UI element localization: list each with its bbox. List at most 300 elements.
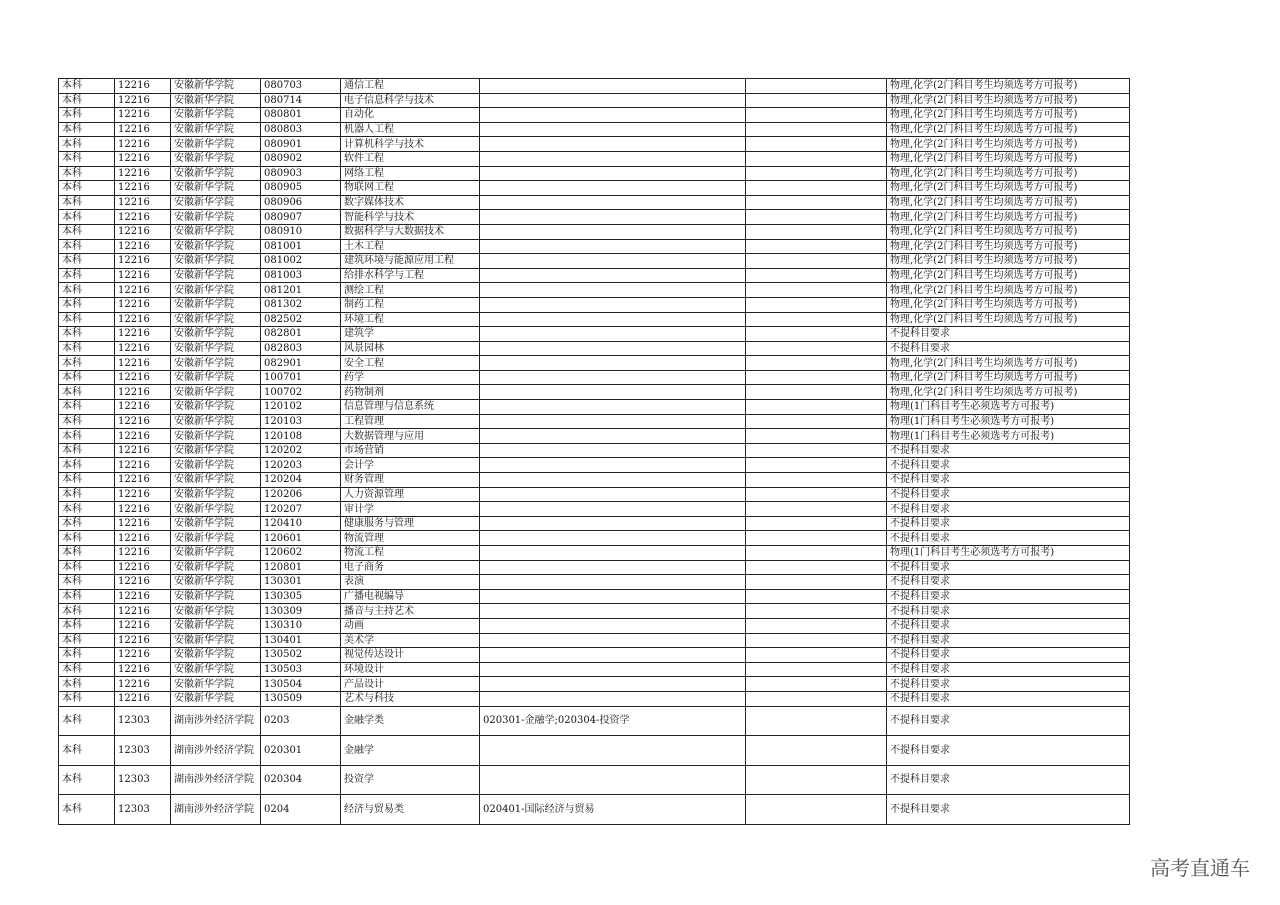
subject-requirement-cell: 物理,化学(2门科目考生均须选考方可报考) bbox=[887, 210, 1130, 225]
blank-cell bbox=[746, 224, 887, 239]
school-code-cell: 12216 bbox=[115, 268, 171, 283]
major-name-cell: 金融学类 bbox=[341, 706, 480, 736]
level-cell: 本科 bbox=[59, 195, 115, 210]
major-name-cell: 电子商务 bbox=[341, 560, 480, 575]
major-name-cell: 投资学 bbox=[341, 765, 480, 795]
school-name-cell: 安徽新华学院 bbox=[171, 443, 261, 458]
table-row bbox=[59, 151, 1130, 166]
school-code-cell: 12216 bbox=[115, 370, 171, 385]
school-code-cell: 12216 bbox=[115, 122, 171, 137]
school-code-cell: 12216 bbox=[115, 400, 171, 415]
major-name-cell: 通信工程 bbox=[341, 79, 480, 94]
subject-requirement-cell: 不提科目要求 bbox=[887, 327, 1130, 342]
included-majors-cell bbox=[480, 633, 746, 648]
major-name-cell: 计算机科学与技术 bbox=[341, 137, 480, 152]
blank-cell bbox=[746, 458, 887, 473]
major-code-cell: 080803 bbox=[261, 122, 341, 137]
table-row bbox=[59, 429, 1130, 444]
school-code-cell: 12216 bbox=[115, 648, 171, 663]
major-name-cell: 网络工程 bbox=[341, 166, 480, 181]
blank-cell bbox=[746, 327, 887, 342]
table-row bbox=[59, 560, 1130, 575]
school-name-cell: 安徽新华学院 bbox=[171, 108, 261, 123]
major-code-cell: 120601 bbox=[261, 531, 341, 546]
school-name-cell: 安徽新华学院 bbox=[171, 122, 261, 137]
level-cell: 本科 bbox=[59, 166, 115, 181]
included-majors-cell bbox=[480, 108, 746, 123]
subject-requirement-cell: 物理,化学(2门科目考生均须选考方可报考) bbox=[887, 195, 1130, 210]
blank-cell bbox=[746, 166, 887, 181]
included-majors-cell bbox=[480, 268, 746, 283]
school-code-cell: 12216 bbox=[115, 79, 171, 94]
level-cell: 本科 bbox=[59, 122, 115, 137]
table-row bbox=[59, 93, 1130, 108]
included-majors-cell bbox=[480, 137, 746, 152]
major-code-cell: 120801 bbox=[261, 560, 341, 575]
major-code-cell: 082502 bbox=[261, 312, 341, 327]
major-code-cell: 120204 bbox=[261, 473, 341, 488]
school-name-cell: 安徽新华学院 bbox=[171, 429, 261, 444]
school-name-cell: 安徽新华学院 bbox=[171, 473, 261, 488]
subject-requirement-cell: 物理,化学(2门科目考生均须选考方可报考) bbox=[887, 79, 1130, 94]
table-row bbox=[59, 502, 1130, 517]
major-name-cell: 表演 bbox=[341, 575, 480, 590]
included-majors-cell bbox=[480, 546, 746, 561]
major-name-cell: 建筑环境与能源应用工程 bbox=[341, 254, 480, 269]
major-name-cell: 人力资源管理 bbox=[341, 487, 480, 502]
school-code-cell: 12216 bbox=[115, 589, 171, 604]
included-majors-cell bbox=[480, 473, 746, 488]
table-row bbox=[59, 604, 1130, 619]
major-code-cell: 020301 bbox=[261, 736, 341, 766]
major-name-cell: 金融学 bbox=[341, 736, 480, 766]
major-code-cell: 100701 bbox=[261, 370, 341, 385]
school-code-cell: 12216 bbox=[115, 108, 171, 123]
included-majors-cell bbox=[480, 429, 746, 444]
subject-requirement-cell: 不提科目要求 bbox=[887, 531, 1130, 546]
included-majors-cell bbox=[480, 618, 746, 633]
level-cell: 本科 bbox=[59, 575, 115, 590]
school-name-cell: 安徽新华学院 bbox=[171, 370, 261, 385]
level-cell: 本科 bbox=[59, 765, 115, 795]
level-cell: 本科 bbox=[59, 297, 115, 312]
level-cell: 本科 bbox=[59, 458, 115, 473]
level-cell: 本科 bbox=[59, 531, 115, 546]
subject-requirement-cell: 物理(1门科目考生必须选考方可报考) bbox=[887, 414, 1130, 429]
blank-cell bbox=[746, 151, 887, 166]
major-code-cell: 120410 bbox=[261, 516, 341, 531]
school-code-cell: 12216 bbox=[115, 677, 171, 692]
level-cell: 本科 bbox=[59, 604, 115, 619]
subject-requirement-cell: 物理,化学(2门科目考生均须选考方可报考) bbox=[887, 297, 1130, 312]
included-majors-cell bbox=[480, 195, 746, 210]
table-row bbox=[59, 210, 1130, 225]
subject-requirement-cell: 不提科目要求 bbox=[887, 765, 1130, 795]
blank-cell bbox=[746, 93, 887, 108]
subject-requirement-cell: 物理,化学(2门科目考生均须选考方可报考) bbox=[887, 93, 1130, 108]
subject-requirement-cell: 物理,化学(2门科目考生均须选考方可报考) bbox=[887, 224, 1130, 239]
included-majors-cell bbox=[480, 385, 746, 400]
school-code-cell: 12216 bbox=[115, 93, 171, 108]
level-cell: 本科 bbox=[59, 516, 115, 531]
blank-cell bbox=[746, 341, 887, 356]
major-name-cell: 经济与贸易类 bbox=[341, 795, 480, 825]
included-majors-cell bbox=[480, 443, 746, 458]
table-row bbox=[59, 677, 1130, 692]
school-name-cell: 安徽新华学院 bbox=[171, 691, 261, 706]
school-name-cell: 安徽新华学院 bbox=[171, 93, 261, 108]
major-code-cell: 080906 bbox=[261, 195, 341, 210]
major-name-cell: 健康服务与管理 bbox=[341, 516, 480, 531]
subject-requirement-cell: 不提科目要求 bbox=[887, 677, 1130, 692]
subject-requirement-cell: 不提科目要求 bbox=[887, 662, 1130, 677]
major-code-cell: 120108 bbox=[261, 429, 341, 444]
included-majors-cell bbox=[480, 691, 746, 706]
table-row bbox=[59, 633, 1130, 648]
school-code-cell: 12216 bbox=[115, 254, 171, 269]
table-row bbox=[59, 400, 1130, 415]
school-code-cell: 12216 bbox=[115, 575, 171, 590]
subject-requirement-cell: 物理(1门科目考生必须选考方可报考) bbox=[887, 546, 1130, 561]
blank-cell bbox=[746, 575, 887, 590]
table-row bbox=[59, 414, 1130, 429]
school-code-cell: 12216 bbox=[115, 546, 171, 561]
level-cell: 本科 bbox=[59, 691, 115, 706]
subject-requirement-cell: 不提科目要求 bbox=[887, 691, 1130, 706]
subject-requirement-cell: 物理,化学(2门科目考生均须选考方可报考) bbox=[887, 181, 1130, 196]
school-code-cell: 12216 bbox=[115, 662, 171, 677]
table-row bbox=[59, 356, 1130, 371]
subject-requirement-cell: 不提科目要求 bbox=[887, 443, 1130, 458]
blank-cell bbox=[746, 195, 887, 210]
blank-cell bbox=[746, 254, 887, 269]
school-name-cell: 安徽新华学院 bbox=[171, 400, 261, 415]
included-majors-cell bbox=[480, 531, 746, 546]
level-cell: 本科 bbox=[59, 108, 115, 123]
included-majors-cell bbox=[480, 648, 746, 663]
level-cell: 本科 bbox=[59, 795, 115, 825]
level-cell: 本科 bbox=[59, 677, 115, 692]
subject-requirement-cell: 物理,化学(2门科目考生均须选考方可报考) bbox=[887, 268, 1130, 283]
major-name-cell: 物流管理 bbox=[341, 531, 480, 546]
level-cell: 本科 bbox=[59, 254, 115, 269]
included-majors-cell bbox=[480, 765, 746, 795]
major-name-cell: 自动化 bbox=[341, 108, 480, 123]
school-name-cell: 安徽新华学院 bbox=[171, 239, 261, 254]
major-code-cell: 120203 bbox=[261, 458, 341, 473]
level-cell: 本科 bbox=[59, 210, 115, 225]
school-code-cell: 12216 bbox=[115, 224, 171, 239]
subject-requirement-cell: 物理,化学(2门科目考生均须选考方可报考) bbox=[887, 312, 1130, 327]
school-name-cell: 安徽新华学院 bbox=[171, 151, 261, 166]
school-name-cell: 安徽新华学院 bbox=[171, 487, 261, 502]
level-cell: 本科 bbox=[59, 385, 115, 400]
school-code-cell: 12216 bbox=[115, 458, 171, 473]
major-name-cell: 环境设计 bbox=[341, 662, 480, 677]
level-cell: 本科 bbox=[59, 560, 115, 575]
school-code-cell: 12303 bbox=[115, 795, 171, 825]
blank-cell bbox=[746, 473, 887, 488]
level-cell: 本科 bbox=[59, 93, 115, 108]
major-name-cell: 电子信息科学与技术 bbox=[341, 93, 480, 108]
included-majors-cell bbox=[480, 516, 746, 531]
subject-requirement-cell: 不提科目要求 bbox=[887, 633, 1130, 648]
school-code-cell: 12216 bbox=[115, 531, 171, 546]
school-name-cell: 安徽新华学院 bbox=[171, 268, 261, 283]
major-code-cell: 0203 bbox=[261, 706, 341, 736]
subject-requirement-cell: 物理,化学(2门科目考生均须选考方可报考) bbox=[887, 166, 1130, 181]
table-row bbox=[59, 108, 1130, 123]
school-code-cell: 12216 bbox=[115, 633, 171, 648]
level-cell: 本科 bbox=[59, 356, 115, 371]
subject-requirement-cell: 物理,化学(2门科目考生均须选考方可报考) bbox=[887, 385, 1130, 400]
subject-requirement-cell: 不提科目要求 bbox=[887, 736, 1130, 766]
school-name-cell: 安徽新华学院 bbox=[171, 414, 261, 429]
table-row bbox=[59, 516, 1130, 531]
included-majors-cell bbox=[480, 79, 746, 94]
table-row bbox=[59, 531, 1130, 546]
level-cell: 本科 bbox=[59, 414, 115, 429]
level-cell: 本科 bbox=[59, 618, 115, 633]
blank-cell bbox=[746, 210, 887, 225]
level-cell: 本科 bbox=[59, 370, 115, 385]
subject-requirement-cell: 物理,化学(2门科目考生均须选考方可报考) bbox=[887, 122, 1130, 137]
major-code-cell: 120602 bbox=[261, 546, 341, 561]
major-name-cell: 药学 bbox=[341, 370, 480, 385]
school-code-cell: 12216 bbox=[115, 137, 171, 152]
blank-cell bbox=[746, 268, 887, 283]
level-cell: 本科 bbox=[59, 327, 115, 342]
major-name-cell: 播音与主持艺术 bbox=[341, 604, 480, 619]
included-majors-cell bbox=[480, 312, 746, 327]
included-majors-cell bbox=[480, 677, 746, 692]
blank-cell bbox=[746, 648, 887, 663]
major-name-cell: 建筑学 bbox=[341, 327, 480, 342]
subject-requirement-cell: 不提科目要求 bbox=[887, 706, 1130, 736]
blank-cell bbox=[746, 297, 887, 312]
school-name-cell: 安徽新华学院 bbox=[171, 79, 261, 94]
included-majors-cell bbox=[480, 297, 746, 312]
admission-table bbox=[58, 78, 1130, 825]
table-row bbox=[59, 765, 1130, 795]
major-code-cell: 130305 bbox=[261, 589, 341, 604]
included-majors-cell bbox=[480, 210, 746, 225]
blank-cell bbox=[746, 429, 887, 444]
blank-cell bbox=[746, 400, 887, 415]
included-majors-cell bbox=[480, 400, 746, 415]
major-code-cell: 120202 bbox=[261, 443, 341, 458]
included-majors-cell bbox=[480, 93, 746, 108]
level-cell: 本科 bbox=[59, 283, 115, 298]
school-name-cell: 安徽新华学院 bbox=[171, 633, 261, 648]
table-row bbox=[59, 589, 1130, 604]
school-code-cell: 12216 bbox=[115, 283, 171, 298]
school-name-cell: 安徽新华学院 bbox=[171, 341, 261, 356]
school-name-cell: 安徽新华学院 bbox=[171, 327, 261, 342]
major-name-cell: 产品设计 bbox=[341, 677, 480, 692]
table-row bbox=[59, 297, 1130, 312]
school-code-cell: 12216 bbox=[115, 385, 171, 400]
blank-cell bbox=[746, 677, 887, 692]
included-majors-cell bbox=[480, 254, 746, 269]
major-code-cell: 080901 bbox=[261, 137, 341, 152]
major-name-cell: 广播电视编导 bbox=[341, 589, 480, 604]
included-majors-cell bbox=[480, 458, 746, 473]
subject-requirement-cell: 物理,化学(2门科目考生均须选考方可报考) bbox=[887, 151, 1130, 166]
level-cell: 本科 bbox=[59, 706, 115, 736]
blank-cell bbox=[746, 795, 887, 825]
watermark-text: 高考直通车 bbox=[1150, 856, 1250, 880]
school-name-cell: 湖南涉外经济学院 bbox=[171, 795, 261, 825]
subject-requirement-cell: 不提科目要求 bbox=[887, 341, 1130, 356]
table-row bbox=[59, 662, 1130, 677]
major-name-cell: 视觉传达设计 bbox=[341, 648, 480, 663]
major-name-cell: 信息管理与信息系统 bbox=[341, 400, 480, 415]
subject-requirement-cell: 不提科目要求 bbox=[887, 473, 1130, 488]
included-majors-cell: 020301-金融学;020304-投资学 bbox=[480, 706, 746, 736]
major-name-cell: 给排水科学与工程 bbox=[341, 268, 480, 283]
school-name-cell: 安徽新华学院 bbox=[171, 195, 261, 210]
included-majors-cell bbox=[480, 487, 746, 502]
school-code-cell: 12216 bbox=[115, 414, 171, 429]
level-cell: 本科 bbox=[59, 662, 115, 677]
subject-requirement-cell: 不提科目要求 bbox=[887, 560, 1130, 575]
blank-cell bbox=[746, 385, 887, 400]
table-row bbox=[59, 691, 1130, 706]
blank-cell bbox=[746, 79, 887, 94]
school-name-cell: 湖南涉外经济学院 bbox=[171, 706, 261, 736]
school-code-cell: 12216 bbox=[115, 181, 171, 196]
subject-requirement-cell: 不提科目要求 bbox=[887, 604, 1130, 619]
major-code-cell: 081201 bbox=[261, 283, 341, 298]
school-code-cell: 12216 bbox=[115, 151, 171, 166]
included-majors-cell: 020401-国际经济与贸易 bbox=[480, 795, 746, 825]
level-cell: 本科 bbox=[59, 137, 115, 152]
major-code-cell: 130503 bbox=[261, 662, 341, 677]
major-code-cell: 082803 bbox=[261, 341, 341, 356]
school-name-cell: 安徽新华学院 bbox=[171, 297, 261, 312]
blank-cell bbox=[746, 370, 887, 385]
table-row bbox=[59, 166, 1130, 181]
included-majors-cell bbox=[480, 122, 746, 137]
level-cell: 本科 bbox=[59, 502, 115, 517]
school-code-cell: 12216 bbox=[115, 516, 171, 531]
included-majors-cell bbox=[480, 662, 746, 677]
included-majors-cell bbox=[480, 341, 746, 356]
subject-requirement-cell: 物理,化学(2门科目考生均须选考方可报考) bbox=[887, 356, 1130, 371]
major-code-cell: 120207 bbox=[261, 502, 341, 517]
major-code-cell: 080910 bbox=[261, 224, 341, 239]
subject-requirement-cell: 不提科目要求 bbox=[887, 618, 1130, 633]
major-code-cell: 082801 bbox=[261, 327, 341, 342]
included-majors-cell bbox=[480, 502, 746, 517]
included-majors-cell bbox=[480, 181, 746, 196]
school-code-cell: 12216 bbox=[115, 166, 171, 181]
blank-cell bbox=[746, 589, 887, 604]
level-cell: 本科 bbox=[59, 181, 115, 196]
school-name-cell: 安徽新华学院 bbox=[171, 312, 261, 327]
subject-requirement-cell: 不提科目要求 bbox=[887, 589, 1130, 604]
included-majors-cell bbox=[480, 604, 746, 619]
blank-cell bbox=[746, 765, 887, 795]
major-code-cell: 080903 bbox=[261, 166, 341, 181]
table-row bbox=[59, 268, 1130, 283]
major-code-cell: 130509 bbox=[261, 691, 341, 706]
level-cell: 本科 bbox=[59, 633, 115, 648]
major-name-cell: 安全工程 bbox=[341, 356, 480, 371]
table-row bbox=[59, 254, 1130, 269]
blank-cell bbox=[746, 283, 887, 298]
school-name-cell: 安徽新华学院 bbox=[171, 589, 261, 604]
level-cell: 本科 bbox=[59, 151, 115, 166]
included-majors-cell bbox=[480, 575, 746, 590]
blank-cell bbox=[746, 633, 887, 648]
major-code-cell: 0204 bbox=[261, 795, 341, 825]
school-name-cell: 湖南涉外经济学院 bbox=[171, 765, 261, 795]
level-cell: 本科 bbox=[59, 736, 115, 766]
major-code-cell: 080907 bbox=[261, 210, 341, 225]
table-row bbox=[59, 575, 1130, 590]
subject-requirement-cell: 不提科目要求 bbox=[887, 502, 1130, 517]
included-majors-cell bbox=[480, 327, 746, 342]
blank-cell bbox=[746, 356, 887, 371]
table-row bbox=[59, 487, 1130, 502]
school-name-cell: 安徽新华学院 bbox=[171, 210, 261, 225]
major-code-cell: 130504 bbox=[261, 677, 341, 692]
subject-requirement-cell: 物理,化学(2门科目考生均须选考方可报考) bbox=[887, 370, 1130, 385]
major-name-cell: 测绘工程 bbox=[341, 283, 480, 298]
school-code-cell: 12216 bbox=[115, 429, 171, 444]
school-code-cell: 12216 bbox=[115, 210, 171, 225]
included-majors-cell bbox=[480, 370, 746, 385]
major-name-cell: 大数据管理与应用 bbox=[341, 429, 480, 444]
school-name-cell: 安徽新华学院 bbox=[171, 575, 261, 590]
table-row bbox=[59, 327, 1130, 342]
major-code-cell: 130310 bbox=[261, 618, 341, 633]
school-name-cell: 安徽新华学院 bbox=[171, 283, 261, 298]
school-name-cell: 安徽新华学院 bbox=[171, 662, 261, 677]
major-code-cell: 100702 bbox=[261, 385, 341, 400]
school-name-cell: 安徽新华学院 bbox=[171, 604, 261, 619]
table-row bbox=[59, 546, 1130, 561]
level-cell: 本科 bbox=[59, 648, 115, 663]
school-name-cell: 安徽新华学院 bbox=[171, 458, 261, 473]
school-name-cell: 安徽新华学院 bbox=[171, 385, 261, 400]
level-cell: 本科 bbox=[59, 473, 115, 488]
major-name-cell: 工程管理 bbox=[341, 414, 480, 429]
school-code-cell: 12303 bbox=[115, 765, 171, 795]
school-name-cell: 安徽新华学院 bbox=[171, 516, 261, 531]
school-code-cell: 12216 bbox=[115, 341, 171, 356]
level-cell: 本科 bbox=[59, 79, 115, 94]
subject-requirement-cell: 物理,化学(2门科目考生均须选考方可报考) bbox=[887, 283, 1130, 298]
major-code-cell: 120206 bbox=[261, 487, 341, 502]
school-code-cell: 12216 bbox=[115, 604, 171, 619]
school-name-cell: 安徽新华学院 bbox=[171, 502, 261, 517]
blank-cell bbox=[746, 691, 887, 706]
subject-requirement-cell: 不提科目要求 bbox=[887, 516, 1130, 531]
included-majors-cell bbox=[480, 283, 746, 298]
school-name-cell: 安徽新华学院 bbox=[171, 356, 261, 371]
major-name-cell: 土木工程 bbox=[341, 239, 480, 254]
table-row bbox=[59, 195, 1130, 210]
blank-cell bbox=[746, 604, 887, 619]
table-row bbox=[59, 795, 1130, 825]
school-code-cell: 12216 bbox=[115, 502, 171, 517]
school-name-cell: 安徽新华学院 bbox=[171, 181, 261, 196]
level-cell: 本科 bbox=[59, 239, 115, 254]
included-majors-cell bbox=[480, 166, 746, 181]
